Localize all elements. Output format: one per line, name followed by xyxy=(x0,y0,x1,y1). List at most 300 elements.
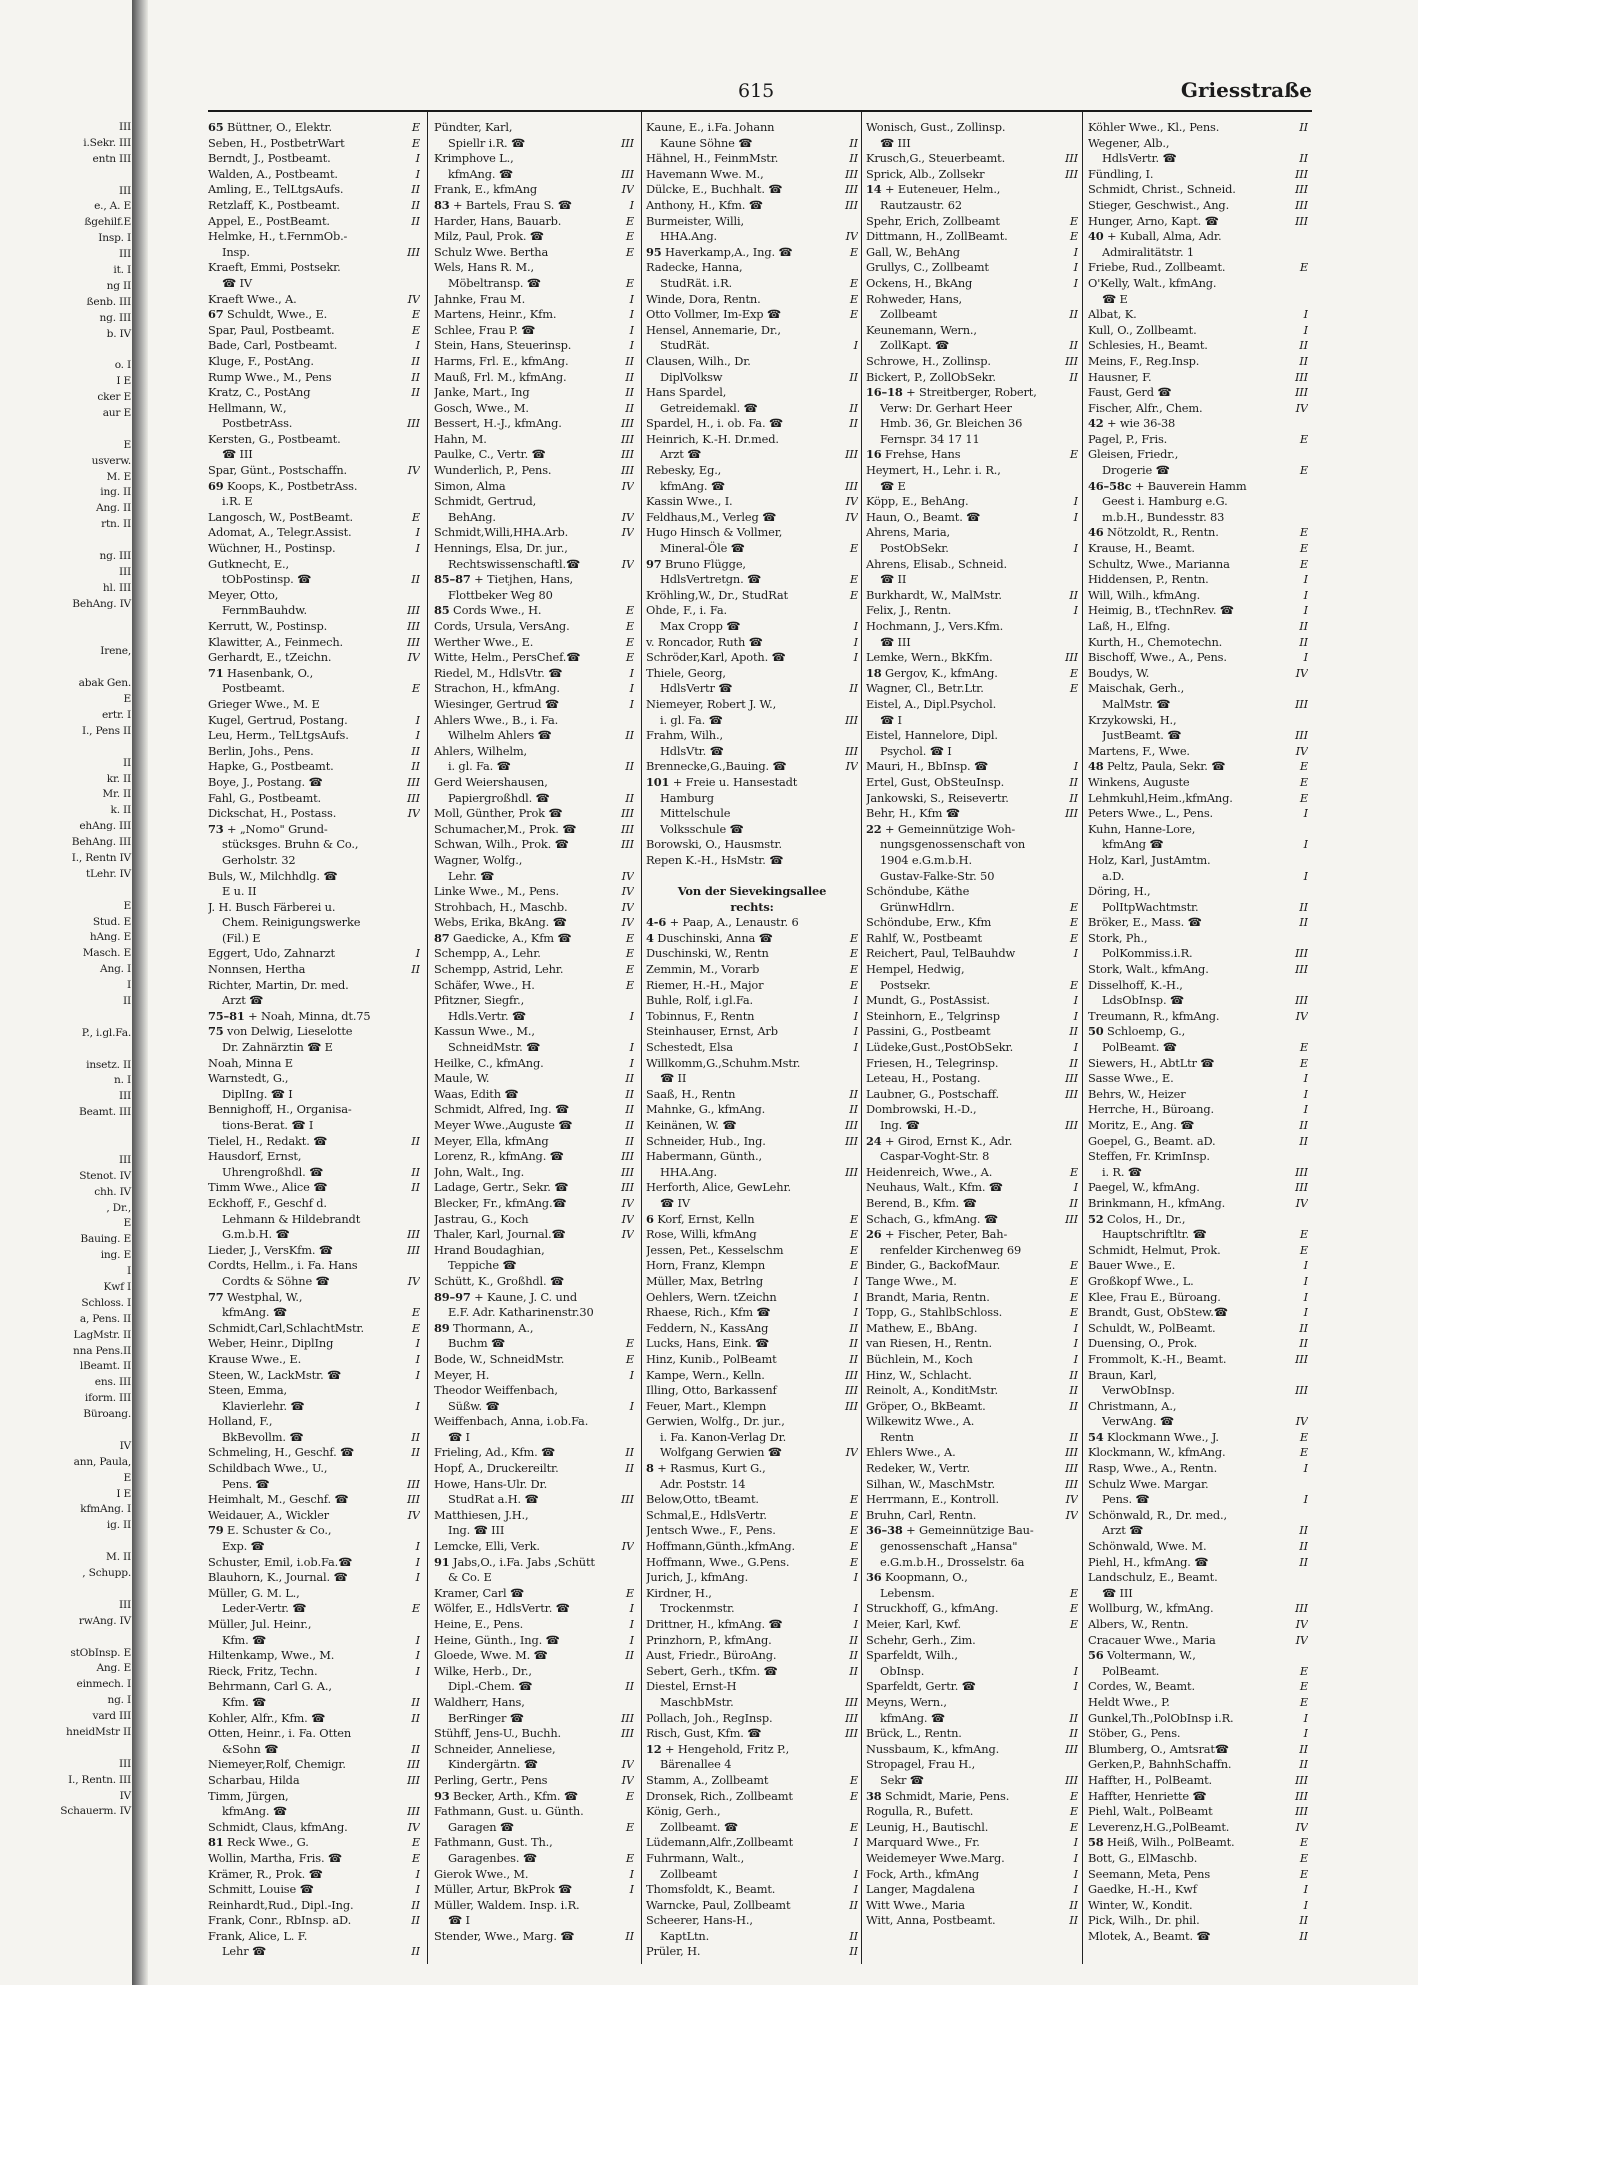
directory-entry xyxy=(646,1165,858,1181)
entry-text: Witte, Helm., PersChef.☎ xyxy=(434,650,581,665)
floor-marker: I xyxy=(853,1024,858,1039)
entry-text: Duensing, O., Prok. xyxy=(1088,1336,1198,1351)
directory-entry xyxy=(866,182,1078,198)
entry-text: Gall, W., BehAng xyxy=(866,244,960,259)
directory-entry xyxy=(866,494,1078,510)
directory-entry xyxy=(646,1820,858,1836)
floor-marker: I xyxy=(853,650,858,665)
directory-entry xyxy=(434,1368,634,1384)
house-number: 87 xyxy=(434,930,450,945)
floor-marker: I xyxy=(1303,603,1308,618)
entry-text: Albat, K. xyxy=(1088,307,1137,322)
floor-marker: IV xyxy=(407,650,420,665)
floor-marker: II xyxy=(1299,1913,1308,1928)
directory-entry xyxy=(646,1867,858,1883)
directory-entry xyxy=(208,292,420,308)
facing-page-line: Schloss. I xyxy=(81,1296,131,1309)
entry-text: Risch, Gust, Kfm. ☎ xyxy=(646,1726,762,1741)
directory-entry xyxy=(866,1134,1078,1150)
directory-entry xyxy=(866,510,1078,526)
directory-entry xyxy=(434,1461,634,1477)
directory-entry xyxy=(434,759,634,775)
directory-entry xyxy=(434,1601,634,1617)
floor-marker: III xyxy=(406,1242,420,1257)
floor-marker: I xyxy=(629,1882,634,1897)
floor-marker: II xyxy=(1069,1383,1078,1398)
entry-text: Drittner, H., kfmAng. ☎ xyxy=(646,1617,783,1631)
house-number: 71 xyxy=(208,665,224,680)
floor-marker: III xyxy=(1294,962,1308,977)
entry-text: kfmAng. ☎ xyxy=(880,1710,945,1725)
directory-entry xyxy=(866,1071,1078,1087)
entry-text: Leu, Herm., TelLtgsAufs. xyxy=(208,728,349,743)
entry-text: FernmBauhdw. xyxy=(222,603,307,618)
floor-marker: III xyxy=(1294,182,1308,197)
floor-marker: E xyxy=(849,1554,858,1569)
floor-marker: II xyxy=(411,1913,420,1928)
facing-page-line: kr. II xyxy=(106,772,131,785)
entry-text: Admiralitätstr. 1 xyxy=(1102,244,1194,259)
floor-marker: I xyxy=(1303,806,1308,821)
floor-marker: E xyxy=(1069,915,1078,930)
directory-entry xyxy=(646,603,858,619)
entry-text: + Bauverein Hamm xyxy=(1134,478,1247,493)
floor-marker: II xyxy=(625,1461,634,1476)
directory-entry xyxy=(646,1305,858,1321)
house-number: 26 xyxy=(866,1227,882,1242)
directory-entry xyxy=(866,229,1078,245)
directory-entry xyxy=(208,385,420,401)
directory-entry xyxy=(646,1617,858,1633)
entry-text: Hdls.Vertr. ☎ xyxy=(448,1008,526,1023)
floor-marker: II xyxy=(1299,1554,1308,1569)
directory-entry xyxy=(1088,572,1308,588)
facing-page-line: Ang. E xyxy=(96,1662,131,1675)
directory-entry xyxy=(434,120,634,136)
directory-entry xyxy=(866,666,1078,682)
directory-entry xyxy=(208,666,420,682)
directory-entry xyxy=(866,401,1078,417)
directory-entry xyxy=(208,1290,420,1306)
facing-page-line: I xyxy=(127,1265,131,1278)
directory-entry xyxy=(208,1243,420,1259)
directory-entry xyxy=(1088,1352,1308,1368)
directory-entry xyxy=(866,1539,1078,1555)
entry-text: Theodor Weiffenbach, xyxy=(434,1383,558,1398)
directory-entry xyxy=(208,1601,420,1617)
directory-entry xyxy=(866,1898,1078,1914)
floor-marker: I xyxy=(1073,1835,1078,1850)
entry-text: Kfm. ☎ xyxy=(222,1694,267,1709)
floor-marker: E xyxy=(1299,1445,1308,1460)
directory-entry xyxy=(208,837,420,853)
entry-text: Kratz, C., PostAng xyxy=(208,385,311,400)
entry-text: Lehr ☎ xyxy=(222,1944,266,1959)
directory-entry xyxy=(866,385,1078,401)
entry-text: Frahm, Wilh., xyxy=(646,728,723,743)
entry-text: Frommolt, K.-H., Beamt. xyxy=(1088,1351,1227,1366)
entry-text: Heidenreich, Wwe., A. xyxy=(866,1164,993,1179)
entry-text: Schuldt, Wwe., E. xyxy=(227,307,328,322)
directory-entry xyxy=(1088,744,1308,760)
directory-entry xyxy=(1088,1009,1308,1025)
directory-entry xyxy=(208,245,420,261)
directory-entry xyxy=(646,1882,858,1898)
floor-marker: III xyxy=(406,1757,420,1772)
directory-entry xyxy=(208,1009,420,1025)
entry-text: Arzt ☎ xyxy=(1102,1523,1144,1538)
floor-marker: I xyxy=(629,681,634,696)
entry-text: Verw: Dr. Gerhart Heer xyxy=(880,400,1012,415)
directory-entry xyxy=(1088,370,1308,386)
directory-entry xyxy=(866,1118,1078,1134)
floor-marker: III xyxy=(844,1398,858,1413)
entry-text: Wonisch, Gust., Zollinsp. xyxy=(866,120,1006,134)
page-number: 615 xyxy=(738,80,775,102)
directory-entry xyxy=(646,338,858,354)
entry-text: Buchm ☎ xyxy=(448,1336,505,1351)
floor-marker: II xyxy=(1299,1320,1308,1335)
directory-entry xyxy=(646,572,858,588)
floor-marker: II xyxy=(849,1086,858,1101)
floor-marker: I xyxy=(1303,1258,1308,1273)
facing-page-line xyxy=(0,1042,134,1058)
floor-marker: I xyxy=(1073,1663,1078,1678)
facing-page-line: tLehr. IV xyxy=(85,867,131,880)
directory-entry xyxy=(208,1508,420,1524)
directory-entry xyxy=(434,1134,634,1150)
floor-marker: I xyxy=(1073,759,1078,774)
facing-page-line xyxy=(0,1423,134,1439)
entry-text: Cordes, W., Beamt. xyxy=(1088,1679,1195,1694)
entry-text: Oehlers, Wern. tZeichn xyxy=(646,1289,777,1304)
directory-entry xyxy=(208,1555,420,1571)
directory-entry xyxy=(646,447,858,463)
entry-text: Hopf, A., Druckereiltr. xyxy=(434,1461,559,1476)
entry-text: stücksges. Bruhn & Co., xyxy=(222,837,359,852)
entry-text: Gleisen, Friedr., xyxy=(1088,447,1179,462)
floor-marker: IV xyxy=(1295,1008,1308,1023)
directory-entry xyxy=(1088,167,1308,183)
entry-text: kfmAng ☎ xyxy=(1102,837,1164,852)
directory-entry xyxy=(434,1726,634,1742)
directory-entry xyxy=(208,978,420,994)
floor-marker: E xyxy=(625,634,634,649)
floor-marker: I xyxy=(1303,650,1308,665)
entry-text: Eckhoff, F., Geschf d. xyxy=(208,1195,327,1210)
floor-marker: II xyxy=(849,1944,858,1959)
floor-marker: IV xyxy=(1295,400,1308,415)
floor-marker: E xyxy=(849,1539,858,1554)
facing-page-line xyxy=(0,629,134,645)
floor-marker: I xyxy=(1073,1866,1078,1881)
entry-text: ☎ I xyxy=(880,712,902,727)
facing-page-line: Ang. I xyxy=(100,963,131,976)
floor-marker: II xyxy=(1069,1367,1078,1382)
directory-entry xyxy=(646,1835,858,1851)
facing-page-line xyxy=(0,740,134,756)
floor-marker: I xyxy=(853,1866,858,1881)
entry-text: Cracauer Wwe., Maria xyxy=(1088,1632,1216,1647)
floor-marker: IV xyxy=(1295,665,1308,680)
directory-entry xyxy=(866,791,1078,807)
floor-marker: II xyxy=(411,213,420,228)
directory-column-1 xyxy=(208,120,420,1965)
floor-marker: IV xyxy=(845,494,858,509)
entry-text: Niemeyer, Robert J. W., xyxy=(646,696,777,711)
floor-marker: E xyxy=(625,1850,634,1865)
entry-text: Voltermann, W., xyxy=(1107,1648,1196,1663)
directory-entry xyxy=(1088,338,1308,354)
entry-text: Kerrutt, W., Postinsp. xyxy=(208,619,328,633)
directory-entry xyxy=(208,1804,420,1820)
directory-entry xyxy=(1088,1648,1308,1664)
directory-entry xyxy=(866,1430,1078,1446)
floor-marker: E xyxy=(411,135,420,150)
floor-marker: E xyxy=(1299,1835,1308,1850)
entry-text: Keunemann, Wern., xyxy=(866,322,977,337)
directory-entry xyxy=(1088,1804,1308,1820)
directory-entry xyxy=(646,1212,858,1228)
directory-entry xyxy=(866,931,1078,947)
directory-entry xyxy=(646,1368,858,1384)
entry-text: Krusch,G., Steuerbeamt. xyxy=(866,151,1006,166)
directory-entry xyxy=(1088,323,1308,339)
directory-entry xyxy=(1088,837,1308,853)
floor-marker: E xyxy=(1299,1429,1308,1444)
floor-marker: I xyxy=(1073,244,1078,259)
floor-marker: III xyxy=(620,166,634,181)
entry-text: + „Nomo" Grund- xyxy=(227,821,328,836)
floor-marker: III xyxy=(1294,1788,1308,1803)
directory-entry xyxy=(1088,1586,1308,1602)
entry-text: Lüdemann,Alfr.,Zollbeamt xyxy=(646,1835,793,1850)
directory-entry xyxy=(208,853,420,869)
entry-text: Milz, Paul, Prok. ☎ xyxy=(434,229,544,244)
entry-text: i.R. E xyxy=(222,494,253,509)
entry-text: Rentn xyxy=(880,1429,914,1444)
floor-marker: E xyxy=(1069,1273,1078,1288)
floor-marker: I xyxy=(1303,587,1308,602)
entry-text: Thiele, Georg, xyxy=(646,665,726,680)
floor-marker: II xyxy=(849,1336,858,1351)
entry-text: Fahl, G., Postbeamt. xyxy=(208,790,322,805)
facing-page-line: , Dr., xyxy=(106,1201,131,1214)
entry-text: Sparfeldt, Wilh., xyxy=(866,1648,958,1663)
directory-entry xyxy=(646,822,858,838)
floor-marker: II xyxy=(1299,1741,1308,1756)
entry-text: Hausdorf, Ernst, xyxy=(208,1149,302,1164)
entry-text: Tobinnus, F., Rentn xyxy=(646,1008,755,1023)
facing-page-fragment xyxy=(0,120,134,1980)
directory-entry xyxy=(208,1882,420,1898)
entry-text: Colos, H., Dr., xyxy=(1107,1211,1186,1226)
entry-text: Heine, E., Pens. xyxy=(434,1617,524,1631)
entry-text: Prüler, H. xyxy=(646,1944,701,1959)
directory-entry xyxy=(646,120,858,136)
directory-entry xyxy=(646,1227,858,1243)
floor-marker: III xyxy=(1294,1772,1308,1787)
directory-entry xyxy=(1088,1789,1308,1805)
directory-entry xyxy=(646,1056,858,1072)
entry-text: Herrmann, E., Kontroll. xyxy=(866,1492,999,1507)
entry-text: VerwObInsp. xyxy=(1102,1383,1175,1398)
entry-text: Hempel, Hedwig, xyxy=(866,962,965,977)
column-divider xyxy=(427,112,428,1964)
directory-entry xyxy=(1088,307,1308,323)
floor-marker: II xyxy=(411,1741,420,1756)
directory-entry xyxy=(434,338,634,354)
floor-marker: II xyxy=(625,385,634,400)
directory-column-2 xyxy=(434,120,634,1965)
directory-entry xyxy=(434,572,634,588)
directory-entry xyxy=(646,182,858,198)
floor-marker: I xyxy=(853,1570,858,1585)
directory-entry xyxy=(646,557,858,573)
entry-text: Haverkamp,A., Ing. ☎ xyxy=(665,244,793,259)
directory-entry xyxy=(866,962,1078,978)
directory-entry xyxy=(434,510,634,526)
entry-text: Korf, Ernst, Kelln xyxy=(657,1211,755,1226)
floor-marker: III xyxy=(406,244,420,259)
directory-entry xyxy=(208,370,420,386)
directory-entry xyxy=(866,1742,1078,1758)
floor-marker: E xyxy=(849,1788,858,1803)
directory-entry xyxy=(1088,681,1308,697)
floor-marker: E xyxy=(1069,213,1078,228)
floor-marker: III xyxy=(620,1492,634,1507)
entry-text: Heine, Günth., Ing. ☎ xyxy=(434,1632,560,1647)
floor-marker: I xyxy=(415,1882,420,1897)
floor-marker: II xyxy=(411,1694,420,1709)
directory-entry xyxy=(646,1804,858,1820)
floor-marker: I xyxy=(1073,494,1078,509)
directory-entry xyxy=(208,1227,420,1243)
floor-marker: II xyxy=(849,400,858,415)
entry-text: Kull, O., Zollbeamt. xyxy=(1088,322,1197,337)
directory-entry xyxy=(434,1804,634,1820)
directory-entry xyxy=(646,1430,858,1446)
directory-entry xyxy=(208,759,420,775)
directory-entry xyxy=(434,1352,634,1368)
entry-text: BehAng. xyxy=(448,509,496,524)
facing-page-line: it. I xyxy=(113,264,131,277)
directory-entry xyxy=(1088,510,1308,526)
directory-entry xyxy=(434,1695,634,1711)
floor-marker: II xyxy=(1299,619,1308,633)
entry-text: Fündling, I. xyxy=(1088,166,1154,181)
entry-text: Krämer, R., Prok. ☎ xyxy=(208,1866,323,1881)
floor-marker: II xyxy=(411,182,420,197)
facing-page-line: Beamt. III xyxy=(79,1106,131,1119)
entry-text: Hausner, F. xyxy=(1088,369,1152,384)
floor-marker: E xyxy=(1299,541,1308,556)
floor-marker: II xyxy=(411,1445,420,1460)
entry-text: Mauri, H., BbInsp. ☎ xyxy=(866,759,988,774)
directory-entry xyxy=(646,1633,858,1649)
entry-text: Berndt, J., Postbeamt. xyxy=(208,151,331,166)
directory-entry xyxy=(208,1056,420,1072)
floor-marker: E xyxy=(849,930,858,945)
entry-text: Hensel, Annemarie, Dr., xyxy=(646,322,781,337)
floor-marker: III xyxy=(620,837,634,852)
directory-entry xyxy=(434,1196,634,1212)
floor-marker: IV xyxy=(621,556,634,571)
entry-text: Kraeft Wwe., A. xyxy=(208,291,297,306)
directory-entry xyxy=(434,962,634,978)
house-number: 83 xyxy=(434,197,450,212)
directory-entry xyxy=(866,1399,1078,1415)
entry-text: ☎ E xyxy=(880,478,906,493)
facing-page-line: Büroang. xyxy=(83,1408,131,1421)
directory-entry xyxy=(434,666,634,682)
floor-marker: IV xyxy=(845,1445,858,1460)
floor-marker: II xyxy=(411,1180,420,1195)
directory-entry xyxy=(1088,1477,1308,1493)
facing-page-line: III xyxy=(119,1757,131,1770)
directory-entry xyxy=(208,1867,420,1883)
directory-entry xyxy=(434,978,634,994)
floor-marker: E xyxy=(1299,260,1308,275)
directory-entry xyxy=(646,1898,858,1914)
directory-entry xyxy=(1088,494,1308,510)
directory-entry xyxy=(1088,650,1308,666)
directory-entry xyxy=(434,588,634,604)
floor-marker: III xyxy=(620,1180,634,1195)
floor-marker: II xyxy=(1299,899,1308,914)
directory-entry xyxy=(434,1570,634,1586)
directory-entry xyxy=(1088,260,1308,276)
entry-text: Krause Wwe., E. xyxy=(208,1351,302,1366)
entry-text: Bischoff, Wwe., A., Pens. xyxy=(1088,650,1227,665)
directory-entry xyxy=(646,245,858,261)
floor-marker: II xyxy=(1299,151,1308,166)
entry-text: Gosch, Wwe., M. xyxy=(434,400,529,415)
entry-text: Hrand Boudaghian, xyxy=(434,1242,545,1257)
floor-marker: I xyxy=(1073,1320,1078,1335)
directory-entry xyxy=(208,1898,420,1914)
entry-text: + Kuball, Alma, Adr. xyxy=(1107,229,1222,244)
entry-text: Schuldt, W., PolBeamt. xyxy=(1088,1320,1216,1335)
entry-text: Gerholstr. 32 xyxy=(222,852,296,867)
floor-marker: I xyxy=(853,634,858,649)
directory-entry xyxy=(208,650,420,666)
entry-text: Jentsch Wwe., F., Pens. xyxy=(646,1523,776,1538)
entry-text: Lebensm. xyxy=(880,1585,935,1600)
floor-marker: IV xyxy=(407,463,420,478)
entry-text: Hochmann, J., Vers.Kfm. xyxy=(866,619,1004,633)
entry-text: Lemcke, Elli, Verk. xyxy=(434,1539,540,1554)
directory-entry xyxy=(208,1586,420,1602)
floor-marker: II xyxy=(849,681,858,696)
directory-entry xyxy=(646,713,858,729)
directory-entry xyxy=(866,338,1078,354)
entry-text: Wels, Hans R. M., xyxy=(434,260,534,275)
entry-text: Marquard Wwe., Fr. xyxy=(866,1835,980,1850)
entry-text: Pfitzner, Siegfr., xyxy=(434,993,525,1008)
directory-entry xyxy=(866,1711,1078,1727)
floor-marker: II xyxy=(1069,1726,1078,1741)
house-number: 58 xyxy=(1088,1835,1104,1850)
entry-text: Braun, Karl, xyxy=(1088,1367,1157,1382)
directory-entry xyxy=(434,323,634,339)
entry-text: Steffen, Fr. KrimInsp. xyxy=(1088,1149,1210,1164)
entry-text: Chem. Reinigungswerke xyxy=(222,915,361,930)
floor-marker: III xyxy=(620,1149,634,1164)
floor-marker: II xyxy=(625,728,634,743)
directory-entry xyxy=(866,1492,1078,1508)
entry-text: Haffter, Henriette ☎ xyxy=(1088,1788,1207,1803)
